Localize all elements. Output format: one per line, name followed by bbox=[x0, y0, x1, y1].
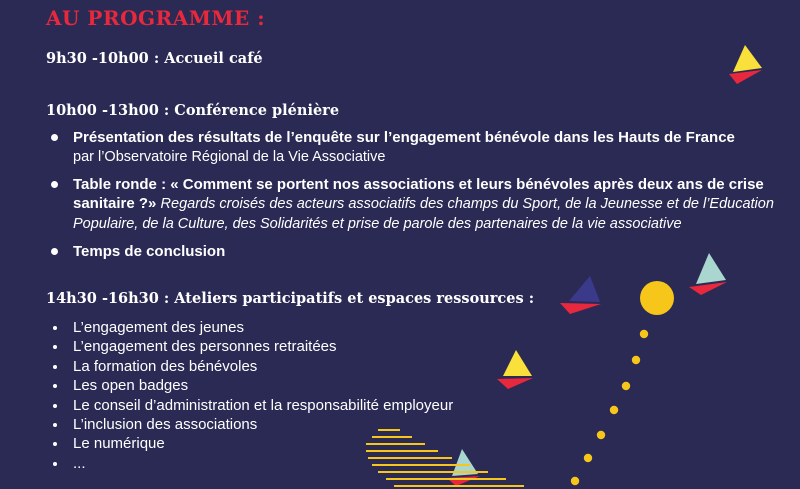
plenary-item-results: Présentation des résultats de l’enquête sur l’engagement bénévole dans les Hauts de France par l’Observatoire Régional de la Vie Associative bbox=[46, 128, 790, 167]
plenary-item-conclusion: Temps de conclusion bbox=[46, 242, 790, 261]
sailboat-icon bbox=[497, 350, 533, 389]
workshop-item: L’engagement des jeunes bbox=[46, 318, 453, 337]
workshop-item: ... bbox=[46, 454, 453, 473]
workshop-item: La formation des bénévoles bbox=[46, 357, 453, 376]
workshop-item: L’inclusion des associations bbox=[46, 415, 453, 434]
water-stripes bbox=[366, 430, 524, 486]
workshop-item: L’engagement des personnes retraitées bbox=[46, 337, 453, 356]
workshop-item: Les open badges bbox=[46, 376, 453, 395]
plenary-item-round-table: Table ronde : « Comment se portent nos associations et leurs bénévoles après deux ans de crise sanitaire ?» Regards croisés des acteurs associatifs des champs du Sport, de la Jeunesse et de l’Education Populaire, de la Culture, des Solidarités et prise de parole des partenaires de la vie associative bbox=[46, 175, 790, 234]
sailboat-icon bbox=[560, 276, 601, 314]
schedule-slot-welcome: 9h30 -10h00 : Accueil café bbox=[46, 50, 263, 67]
schedule-slot-plenary: 10h00 -13h00 : Conférence plénière bbox=[46, 102, 340, 119]
sailboat-icon bbox=[447, 449, 480, 486]
sun-icon bbox=[640, 281, 674, 315]
page-heading: AU PROGRAMME : bbox=[46, 6, 266, 30]
sailboat-icon bbox=[689, 253, 727, 295]
workshop-item: Le conseil d’administration et la responsabilité employeur bbox=[46, 396, 453, 415]
dotted-trail bbox=[571, 330, 648, 485]
sailboat-icon bbox=[729, 45, 762, 84]
workshop-item: Le numérique bbox=[46, 434, 453, 453]
schedule-slot-workshops: 14h30 -16h30 : Ateliers participatifs et espaces ressources : bbox=[46, 290, 535, 307]
